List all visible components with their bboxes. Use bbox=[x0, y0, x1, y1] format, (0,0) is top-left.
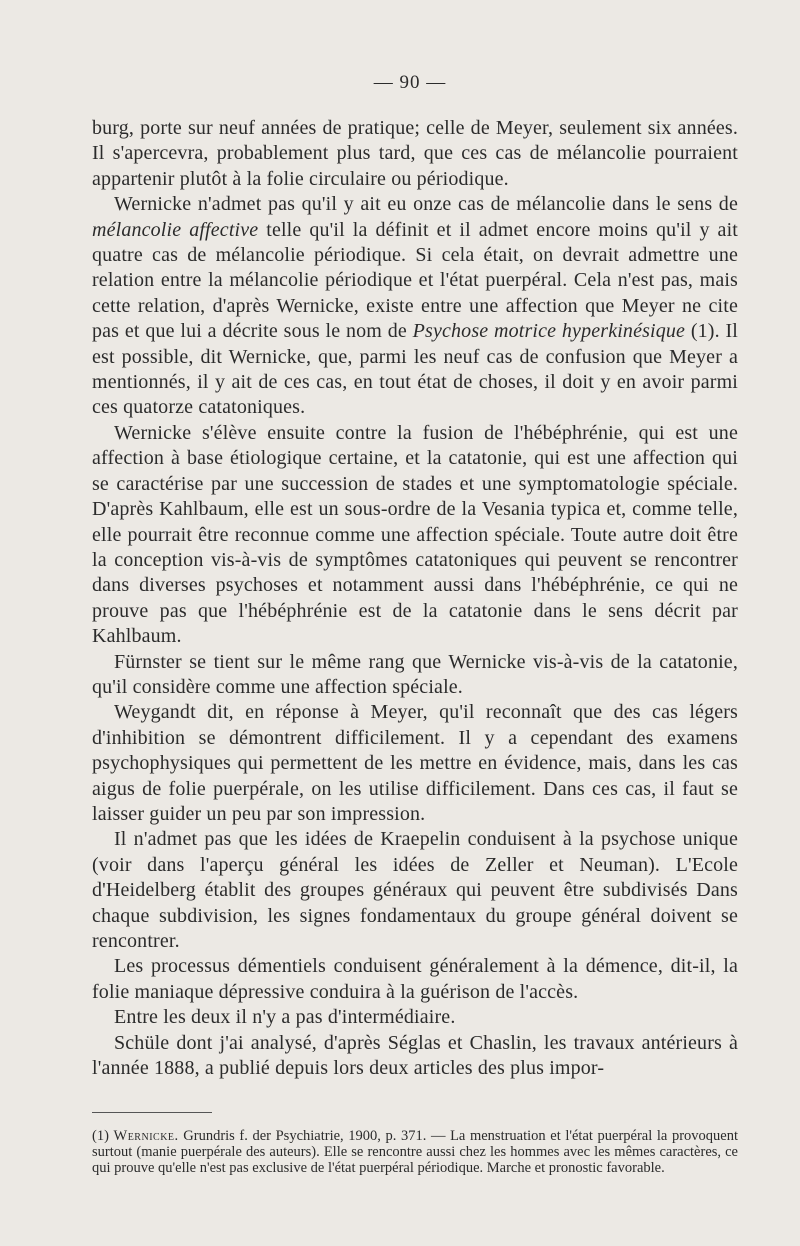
paragraph bbox=[92, 1005, 738, 1030]
text-run: Fürnster se tient sur le même rang que Wernicke vis-à-vis de la catatonie, qu'il considère comme une affection spéciale. bbox=[92, 650, 738, 698]
paragraph bbox=[92, 650, 738, 701]
body-text bbox=[92, 116, 738, 1081]
paragraph bbox=[92, 700, 738, 827]
text-run: Schüle dont j'ai analysé, d'après Séglas et Chaslin, les travaux antérieurs à l'année 1888, a publié depuis lors deux articles des plus impor- bbox=[92, 1031, 738, 1080]
page-number: — 90 — bbox=[373, 72, 447, 93]
italic-text: mélancolie affective bbox=[92, 218, 259, 241]
footnote-text: Grundris f. der Psychiatrie, 1900, p. 371. — La menstruation et l'état puerpéral la provoquent surtout (manie puerpérale des auteurs). Elle se rencontre aussi chez les hommes avec les mêmes caractères, ce qui prouve qu'elle n'est pas exclusive de l'état puerpéral périodique. Marche et pronostic favorable. bbox=[92, 1128, 738, 1176]
paragraph bbox=[92, 1031, 738, 1082]
paragraph bbox=[92, 421, 738, 650]
text-run: Wernicke n'admet pas qu'il y ait eu onze cas de mélancolie dans le sens de bbox=[114, 193, 738, 216]
text-run: Il n'admet pas que les idées de Kraepelin conduisent à la psychose unique (voir dans l'aperçu général les idées de Zeller et Neuman). L'Ecole d'Heidelberg établit des groupes généraux qui peuvent être subdivisés Dans chaque subdivision, les signes fondamentaux du groupe général doivent se rencontrer. bbox=[92, 828, 738, 952]
text-run: Les processus démentiels conduisent généralement à la démence, dit-il, la folie maniaque dépressive conduira à la guérison de l'accès. bbox=[92, 955, 738, 1003]
text-run: Weygandt dit, en réponse à Meyer, qu'il reconnaît que des cas légers d'inhibition se démontrent difficilement. Il y a cependant des examens psychophysiques qui permettent de les mettre en évidence, mais, dans les cas aigus de folie puerpérale, on les utilise difficilement. Dans ces cas, il faut se laisser guider un peu par son impression. bbox=[92, 701, 738, 825]
paragraph bbox=[92, 116, 738, 192]
footnote-rule bbox=[92, 1112, 212, 1113]
paragraph bbox=[92, 192, 738, 421]
italic-text: Psychose motrice hyperkinésique bbox=[412, 320, 686, 343]
text-run: (1). Il est possible, dit Wernicke, que, parmi les neuf cas de confusion que Meyer a mentionnés, il y ait de ces cas, en tout état de choses, il doit y en avoir parmi ces quatorze catatoniques. bbox=[92, 320, 738, 419]
text-run: telle qu'il la définit et il admet encore moins qu'il y ait quatre cas de mélancolie périodique. Si cela était, on devrait admettre une relation entre la mélancolie périodique et l'état puerpéral. Cela n'est pas, mais cette relation, d'après Wernicke, existe entre une affection que Meyer ne cite pas et que lui a décrite sous le nom de bbox=[92, 218, 738, 343]
footnote bbox=[92, 1128, 738, 1176]
text-run: burg, porte sur neuf années de pratique; celle de Meyer, seulement six années. Il s'apercevra, probablement plus tard, que ces cas de mélancolie pourraient appartenir plutôt à la folie circulaire ou périodique. bbox=[92, 117, 738, 190]
text-run: Wernicke s'élève ensuite contre la fusion de l'hébéphrénie, qui est une affection à base étiologique certaine, et la catatonie, qui est une affection qui se caractérise par une succession de stades et une symptomatologie spéciale. D'après Kahlbaum, elle est un sous-ordre de la Vesania typica et, comme telle, elle pourrait être reconnue comme une affection spéciale. Toute autre doit être la conception vis-à-vis de symptômes catatoniques qui peuvent se rencontrer dans diverses psychoses et notamment aussi dans l'hébéphrénie, ce qui ne prouve pas que l'hébéphrénie est de la catatonie dans le sens décrit par Kahlbaum. bbox=[92, 421, 738, 648]
footnote-marker: (1) bbox=[92, 1128, 114, 1144]
paragraph bbox=[92, 954, 738, 1005]
text-run: Entre les deux il n'y a pas d'intermédiaire. bbox=[114, 1006, 456, 1029]
footnote-author: Wernicke. bbox=[113, 1128, 179, 1144]
paragraph bbox=[92, 827, 738, 954]
